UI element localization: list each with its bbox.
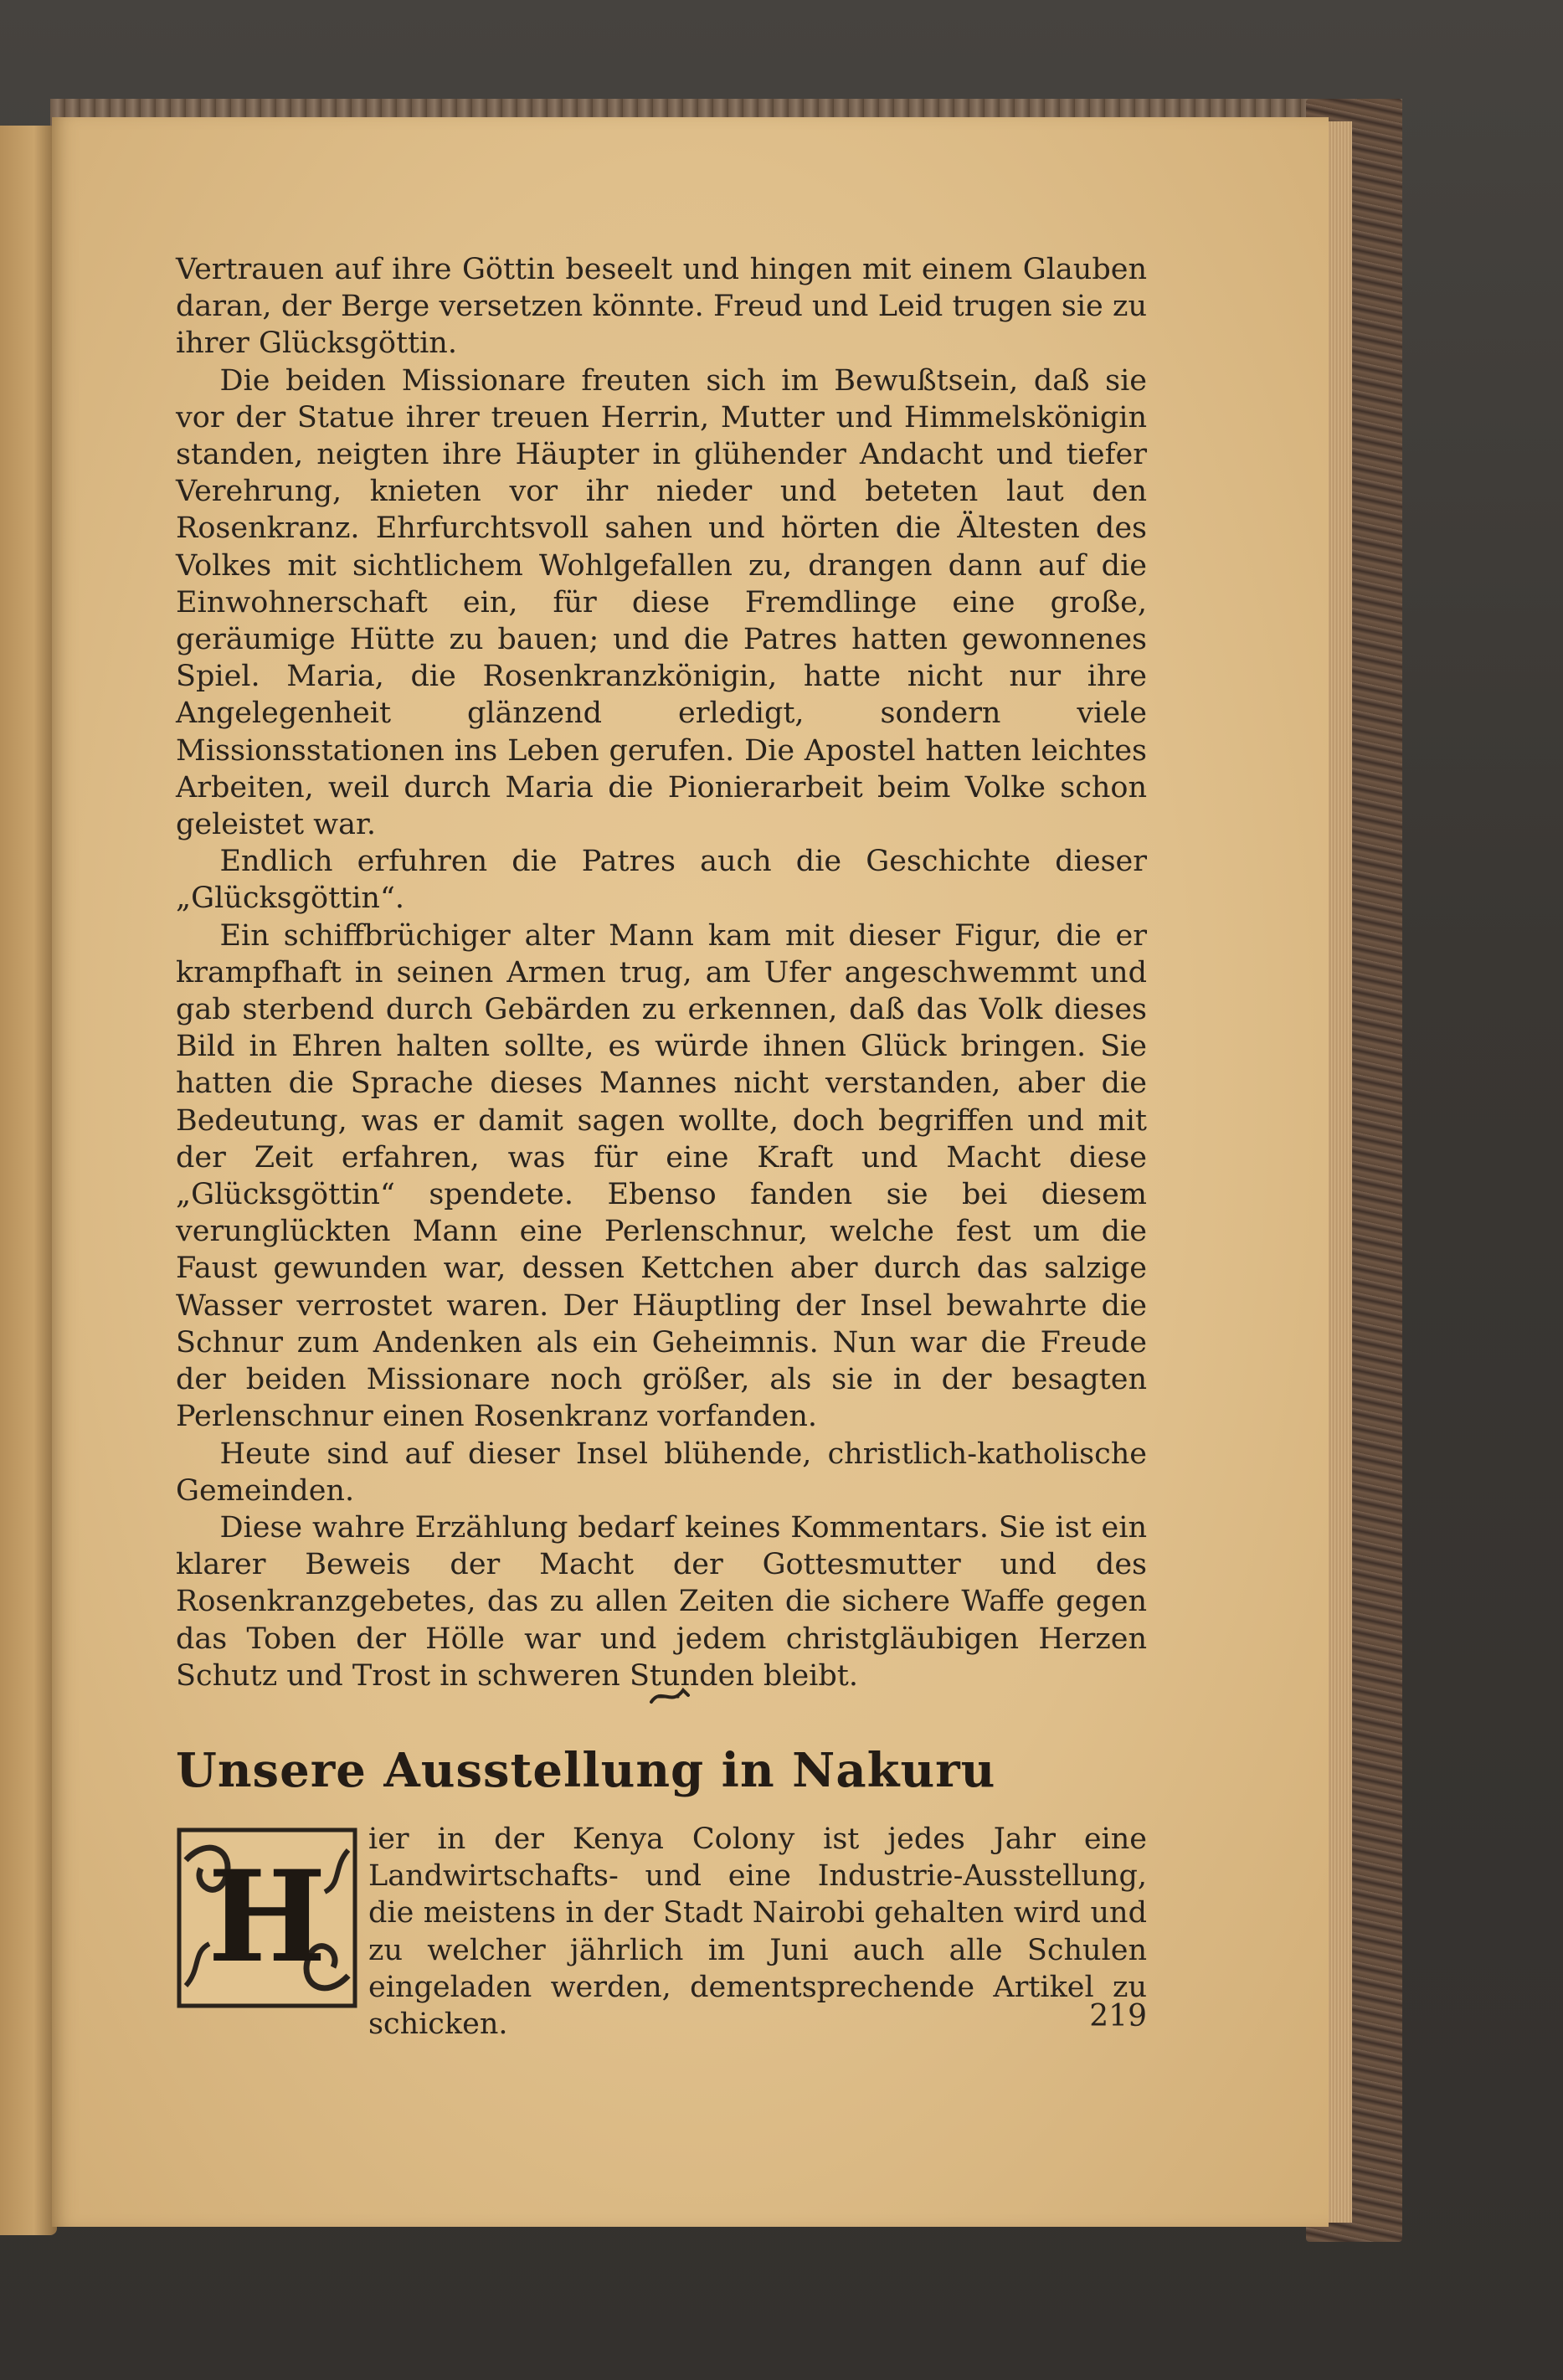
paragraph: Vertrauen auf ihre Göttin beseelt und hingen mit einem Glauben daran, der Berge versetzen könnte. Freud und Leid trugen sie zu ihrer Glücksgöttin.: [176, 253, 1147, 361]
paragraph: Heute sind auf dieser Insel blühende, christlich-katholische Gemeinden.: [176, 1437, 1147, 1508]
left-page-edge: [0, 126, 57, 2235]
page-number: 219: [1089, 1999, 1147, 2033]
section-heading: Unsere Ausstellung in Nakuru: [176, 1743, 996, 1798]
paragraph: Diese wahre Erzählung bedarf keines Kommentars. Sie ist ein klarer Beweis der Macht der Gottesmutter und des Rosenkranzgebetes, das zu allen Zeiten die sichere Waffe gegen das Toben der Hölle war und jedem christgläubigen Herzen Schutz und Trost in schweren Stunden bleibt.: [176, 1510, 1147, 1693]
paragraph: Ein schiffbrüchiger alter Mann kam mit dieser Figur, die er krampfhaft in seinen Armen trug, am Ufer angeschwemmt und gab sterbend durch Gebärden zu erkennen, daß das Volk dieses Bild in Ehren halten sollte, es würde ihnen Glück bringen. Sie hatten die Sprache dieses Mannes nicht verstanden, aber die Bedeutung, was er damit sagen wollte, doch begriffen und mit der Zeit erfahren, was für eine Kraft und Macht diese „Glücksgöttin“ spendete. Ebenso fanden sie bei diesem verunglückten Mann eine Perlenschnur, welche fest um die Faust gewunden war, dessen Kettchen aber durch das salzige Wasser verrostet waren. Der Häuptling der Insel bewahrte die Schnur zum Andenken als ein Geheimnis. Nun war die Freude der beiden Missionare noch größer, als sie in der besagten Perlenschnur einen Rosenkranz vorfanden.: [176, 918, 1147, 1434]
paragraph: Die beiden Missionare freuten sich im Bewußtsein, daß sie vor der Statue ihrer treuen Herrin, Mutter und Himmelskönigin standen, neigten ihre Häupter in glühender Andacht und tiefer Verehrung, knieten vor ihr nieder und beteten laut den Rosenkranz. Ehrfurchtsvoll sahen und hörten die Ältesten des Volkes mit sichtlichem Wohlgefallen zu, drangen dann auf die Einwohnerschaft ein, für diese Fremdlinge eine große, geräumige Hütte zu bauen; und die Patres hatten gewonnenes Spiel. Maria, die Rosenkranzkönigin, hatte nicht nur ihre Angelegenheit glänzend erledigt, sondern viele Missionsstationen ins Leben gerufen. Die Apostel hatten leichtes Arbeiten, weil durch Maria die Pionierarbeit beim Volke schon geleistet war.: [176, 363, 1147, 842]
section-ornament-icon: [645, 1678, 695, 1712]
body-text: [176, 251, 1147, 1694]
dropcap-paragraph: ier in der Kenya Colony ist jedes Jahr eine Landwirtschafts- und eine Industrie-Ausstellung, die meistens in der Stadt Nairobi gehalten wird und zu welcher jährlich im Juni auch alle Schulen eingeladen werden, dementsprechende Artikel zu schicken.: [368, 1822, 1147, 2042]
dropcap-letter: H: [208, 1843, 326, 1991]
paragraph: Endlich erfuhren die Patres auch die Geschichte dieser „Glücksgöttin“.: [176, 845, 1147, 916]
decorative-initial-icon: [176, 1827, 358, 2009]
